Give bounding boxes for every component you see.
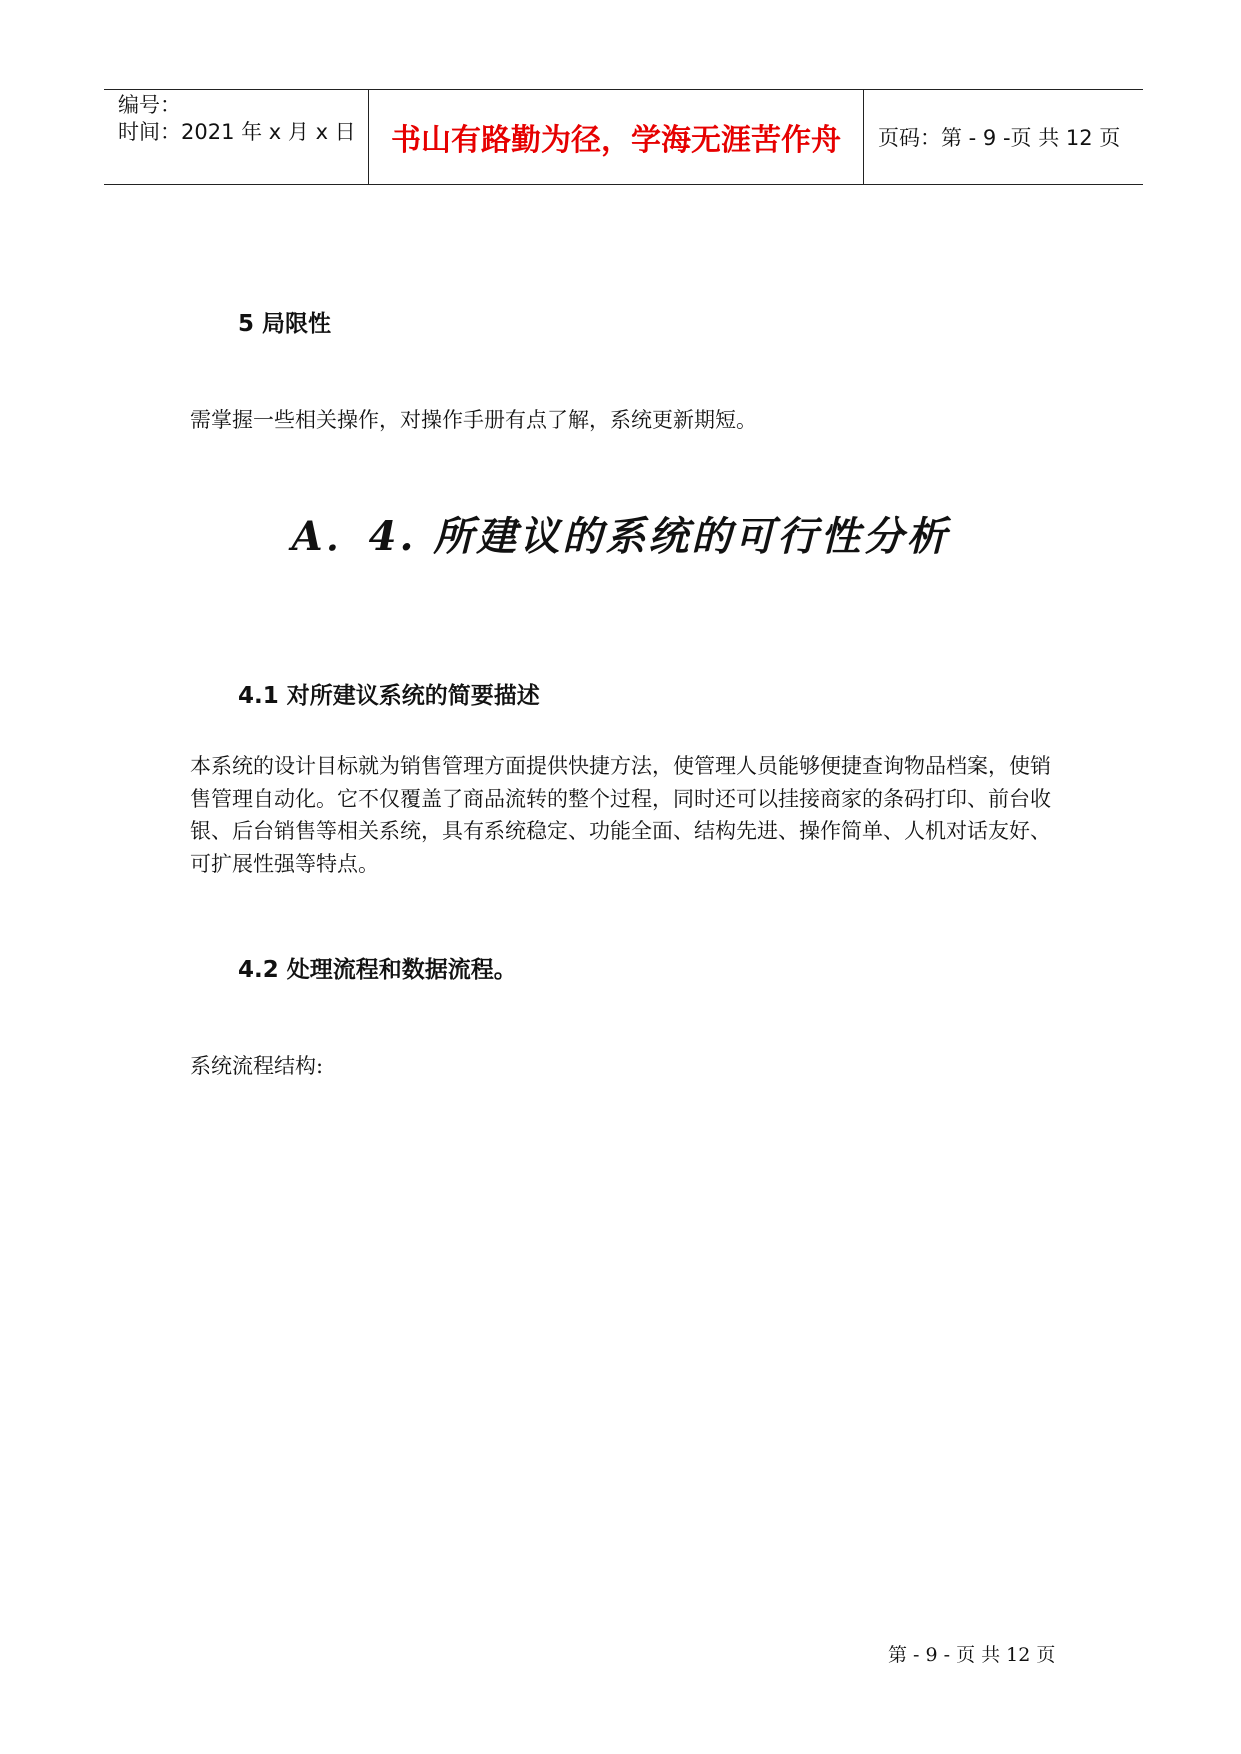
section-4-1-paragraph: 本系统的设计目标就为销售管理方面提供快捷方法，使管理人员能够便捷查询物品档案，使销售管理自动化。它不仅覆盖了商品流转的整个过程，同时还可以挂接商家的条码打印、前台收银、后台销售等相关系统，具有系统稳定、功能全面、结构先进、操作简单、人机对话友好、可扩展性强等特点。	[190, 754, 1051, 876]
section-5-paragraph: 需掌握一些相关操作，对操作手册有点了解，系统更新期短。	[190, 408, 757, 432]
document-number-label: 编号：	[118, 93, 181, 117]
chapter-heading: A．4. 所建议的系统的可行性分析	[291, 513, 950, 560]
page-footer: 第 - 9 - 页 共 12 页	[888, 1644, 1056, 1666]
section-4-2-paragraph: 系统流程结构:	[190, 1054, 324, 1078]
header-motto: 书山有路勤为径，学海无涯苦作舟	[391, 123, 841, 158]
header-page-number: 页码：第 - 9 -页 共 12 页	[878, 126, 1121, 150]
page-header	[104, 89, 1143, 185]
section-5-heading: 5 局限性	[238, 311, 332, 337]
section-4-2-heading: 4.2 处理流程和数据流程。	[238, 957, 517, 983]
document-time-label: 时间：2021 年 x 月 x 日	[118, 120, 356, 144]
header-info-cell	[104, 90, 369, 184]
header-page-cell	[864, 90, 1143, 184]
header-motto-cell	[369, 90, 864, 184]
section-4-1-heading: 4.1 对所建议系统的简要描述	[238, 683, 540, 709]
